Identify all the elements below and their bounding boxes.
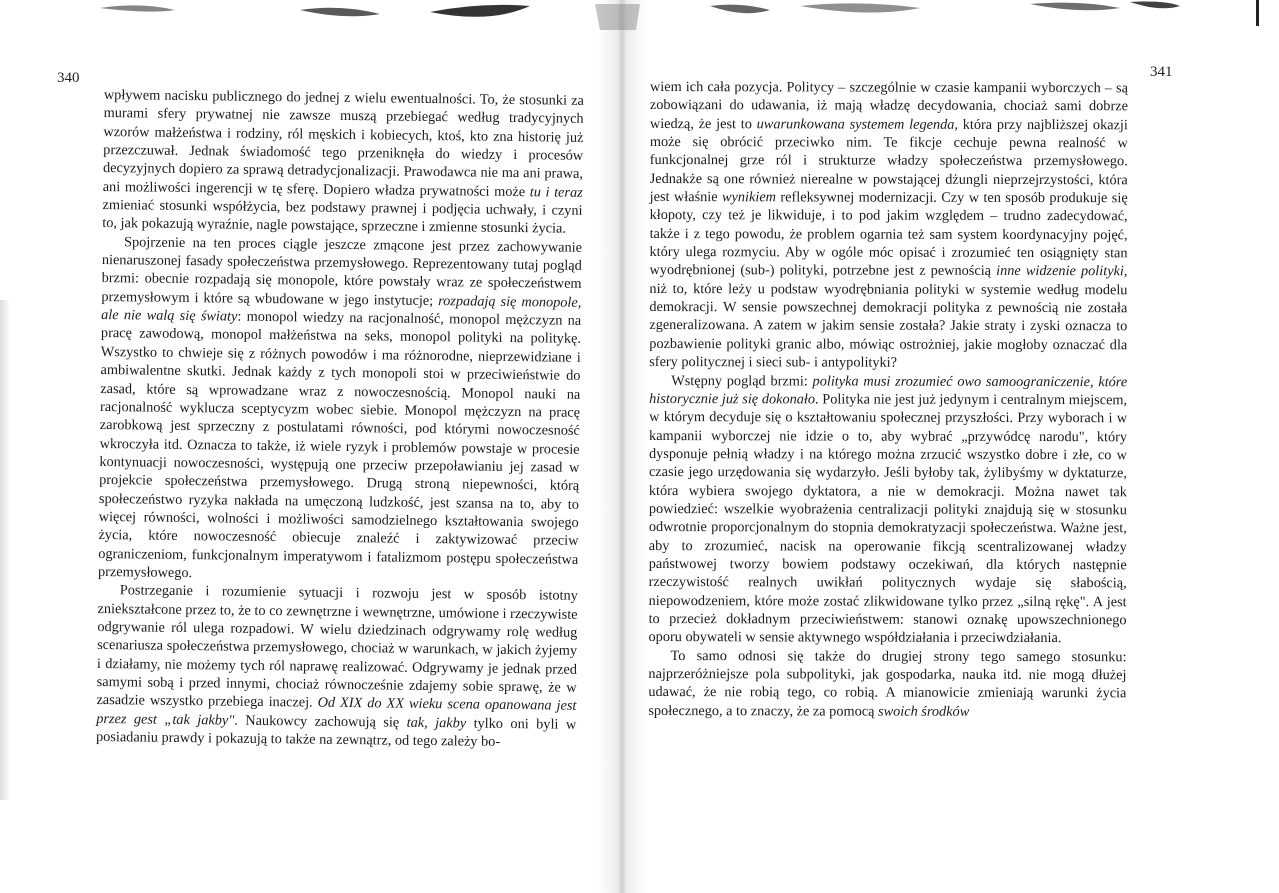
italic-text: inne widzenie polityki bbox=[996, 263, 1124, 280]
right-page-text bbox=[648, 78, 1128, 721]
text-run: zmieniać stosunki współżycia, bez podstawy prawnej i podjęcia uchwały, i czyni to, jak pokazują wyraźnie, nagle powstające, sprzeczne i zmienne stosunki życia. bbox=[102, 197, 583, 238]
page-edge-mark bbox=[1256, 0, 1259, 26]
italic-text: swoich środków bbox=[878, 703, 970, 720]
italic-text: Od XIX do XX wieku scena opanowana jest przez gest „tak jakby" bbox=[96, 695, 577, 729]
italic-text: tak, jakby bbox=[406, 714, 467, 732]
paragraph bbox=[649, 78, 1128, 373]
text-run: wiem ich cała pozycja. Politycy – szczególnie w czasie kampanii wyborczych – są zobowiązani do udawania, iż mają władzę decydowania, chociaż sami dobrze wiedzą, że jest to bbox=[649, 79, 1128, 132]
text-run: : monopol wiedzy na racjonalność, monopol mężczyzn na pracę zawodową, monopol małżeństwa na seks, monopol polityki na politykę. Wszystko to chwieje się z różnych powodów i ma różnorodne, nieprzewidziane i ambiwalentne skutki. Jednak każdy z tych monopoli stoi w przeciwieństwie do zasad, które są wprowadzane wraz z nowoczesnością. Monopol nauki na racjonalność wyklucza sceptycyzm wobec siebie. Monopol mężczyzn na pracę zarobkową jest sprzeczny z postulatami równości, pod którymi nowoczesność wkroczyła itd. Oznacza to także, iż wiele ryzyk i problemów powstaje w procesie kontynuacji nowoczesności, występują one przeciw przepoławianiu jej zasad w projekcie społeczeństwa przemysłowego. Drugą stroną niepewności, którą społeczeństwo ryzyka nakłada na umęczoną ludzkość, jest szansa na to, aby to więcej równości, wolności i możliwości samodzielnego kształtowania swojego życia, które nowoczesność obiecuje znaleźć i zaktywizować przeciw ograniczeniom, funkcjonalnym imperatywom i fatalizmom postępu społeczeństwa przemysłowego. bbox=[97, 308, 582, 582]
text-run: . Polityka nie jest już jedynym i centralnym miejscem, w którym decyduje się o kształtowaniu społecznej przyszłości. Przy wyborach i w kampanii wyborczej nie idzie o to, aby wybrać „przywódcę narodu", który dysponuje pełnią władzy i na którego można zrzucić wszystko dobre i złe, co w czasie jego urzędowania się wydarzyło. Jeśli byłoby tak, żylibyśmy w dyktaturze, która wybiera swojego dyktatora, a nie w demokracji. Można nawet tak powiedzieć: wszelkie wyobrażenia centralizacji polityki znajdują się w stosunku odwrotnie proporcjonalnym do stopnia demokratyzacji społeczeństwa. Ważne jest, aby to zrozumieć, nacisk na operowanie fikcją scentralizowanej władzy państwowej tworzy bowiem podstawy oczekiwań, dla których następnie rzeczywistość realnych uwikłań politycznych wydaje się słabością, niepowodzeniem, które może zostać zlikwidowane tylko przez „silną rękę". A jest to przecież dokładnym przeciwieństwem: stanowi oznakę upowszechnionego oporu obywateli w sensie aktywnego współdziałania i przeciwdziałania. bbox=[648, 391, 1128, 647]
page-number-left: 340 bbox=[57, 70, 80, 86]
book-gutter-shadow bbox=[598, 0, 646, 893]
paragraph bbox=[649, 371, 1128, 647]
text-run: Wstępny pogląd brzmi: bbox=[671, 372, 813, 389]
text-run: wpływem nacisku publicznego do jednej z wielu ewentualności. To, że stosunki za murami sfery prywatnej nie zawsze muszą przebiegać według tradycyjnych wzorów małżeństwa i rodziny, ról męskich i kobiecych, ktoś, kto zna historię już przezczuwał. Jednak świadomość tego przeniknęła do wiedzy i procesów decyzyjnych dopiero za sprawą detradycjonalizacji. Prawodawca nie ma ani prawa, ani możliwości ingerencji w tę sferę. Dopiero władza prywatności może bbox=[102, 86, 584, 200]
italic-text: rozpadają się monopole, ale nie walą się światy bbox=[101, 292, 582, 325]
paragraph bbox=[98, 233, 582, 587]
text-run: , niż to, które leży u podstaw wyodrębniania polityki w systemie według modelu demokracji. W sensie powszechnej demokracji polityka z pewnością nie została zgeneralizowana. A zatem w jakim sensie została? Jakie straty i zyski oznacza to pozbawienie polityki granic albo, mówiąc ostrożniej, jakie mogłoby oznaczać dla sfery politycznej i sieci sub- i antypolityki? bbox=[649, 263, 1128, 371]
text-run: . Naukowcy zachowują się bbox=[234, 712, 407, 731]
text-run: refleksywnej modernizacji. Czy w ten sposób produkuje się kłopoty, czy też je likwiduje, i to pod jakim względem – trudno zadecydować, także i z tego powodu, że problem ogarnia też sam system koordynacyjny pojęć, który ulega rozmyciu. Aby w ogóle móc opisać i zrozumieć ten osiągnięty stan wyodrębnionej (sub-) polityki, potrzebne jest z pewnością bbox=[649, 189, 1128, 280]
text-run: Postrzeganie i rozumienie sytuacji i rozwoju jest w sposób istotny zniekształcone przez to, że to co zewnętrzne i wewnętrzne, umówione i rzeczywiste odgrywanie ról ulega rozpadowi. W wielu dziedzinach odgrywamy rolę według scenariusza społeczeństwa przemysłowego, chociaż w warunkach, w jakich żyjemy i działamy, nie możemy tych ról naprawę realizować. Odgrywamy je jednak przed samymi sobą i przed innymi, chociaż równocześnie zdajemy sobie sprawę, że w zasadzie wszystko przebiega inaczej. bbox=[96, 582, 578, 711]
paragraph bbox=[648, 647, 1126, 722]
italic-text: tu i teraz bbox=[529, 183, 583, 201]
italic-text: wynikiem bbox=[722, 189, 777, 206]
text-run: To samo odnosi się także do drugiej strony tego samego stosunku: najprzeróżniejsze pola subpolityki, jak gospodarka, nauka itd. nie mogą dłużej udawać, że nie robią tego, co robią. A mianowicie zmieniają warunki życia społecznego, a to znaczy, że za pomocą bbox=[648, 647, 1127, 720]
italic-text: uwarunkowana systemem legenda bbox=[756, 115, 955, 133]
left-page-text bbox=[96, 86, 584, 752]
paragraph bbox=[102, 86, 584, 239]
text-run: , która przy najbliższej okazji może się obrócić przeciwko nim. Te fikcje cechuje pewna realność w funkcjonalnej grze ról i strukturze władzy społeczeństwa przemysłowego. Jednakże są one również nierealne w powstającej dżungli nieprzejrzystości, która jest właśnie bbox=[649, 116, 1128, 206]
text-run: tylko oni byli w posiadaniu prawdy i pokazują to także na zewnątrz, od tego zależy bo- bbox=[95, 715, 577, 750]
italic-text: polityka musi zrozumieć owo samoograniczenie, które historycznie już się dokonało bbox=[649, 372, 1128, 408]
page-number-right: 341 bbox=[1150, 64, 1173, 80]
paragraph bbox=[96, 581, 578, 752]
page-edge-shadow bbox=[0, 300, 10, 800]
text-run: Spojrzenie na ten proces ciągle jeszcze zmącone jest przez zachowywanie nienaruszonej fasady społeczeństwa przemysłowego. Reprezentowany tutaj pogląd brzmi: obecnie rozpadają się monopole, które powstały wraz ze społeczeństwem przemysłowym i które są wbudowane w jego instytucje; bbox=[101, 234, 583, 309]
